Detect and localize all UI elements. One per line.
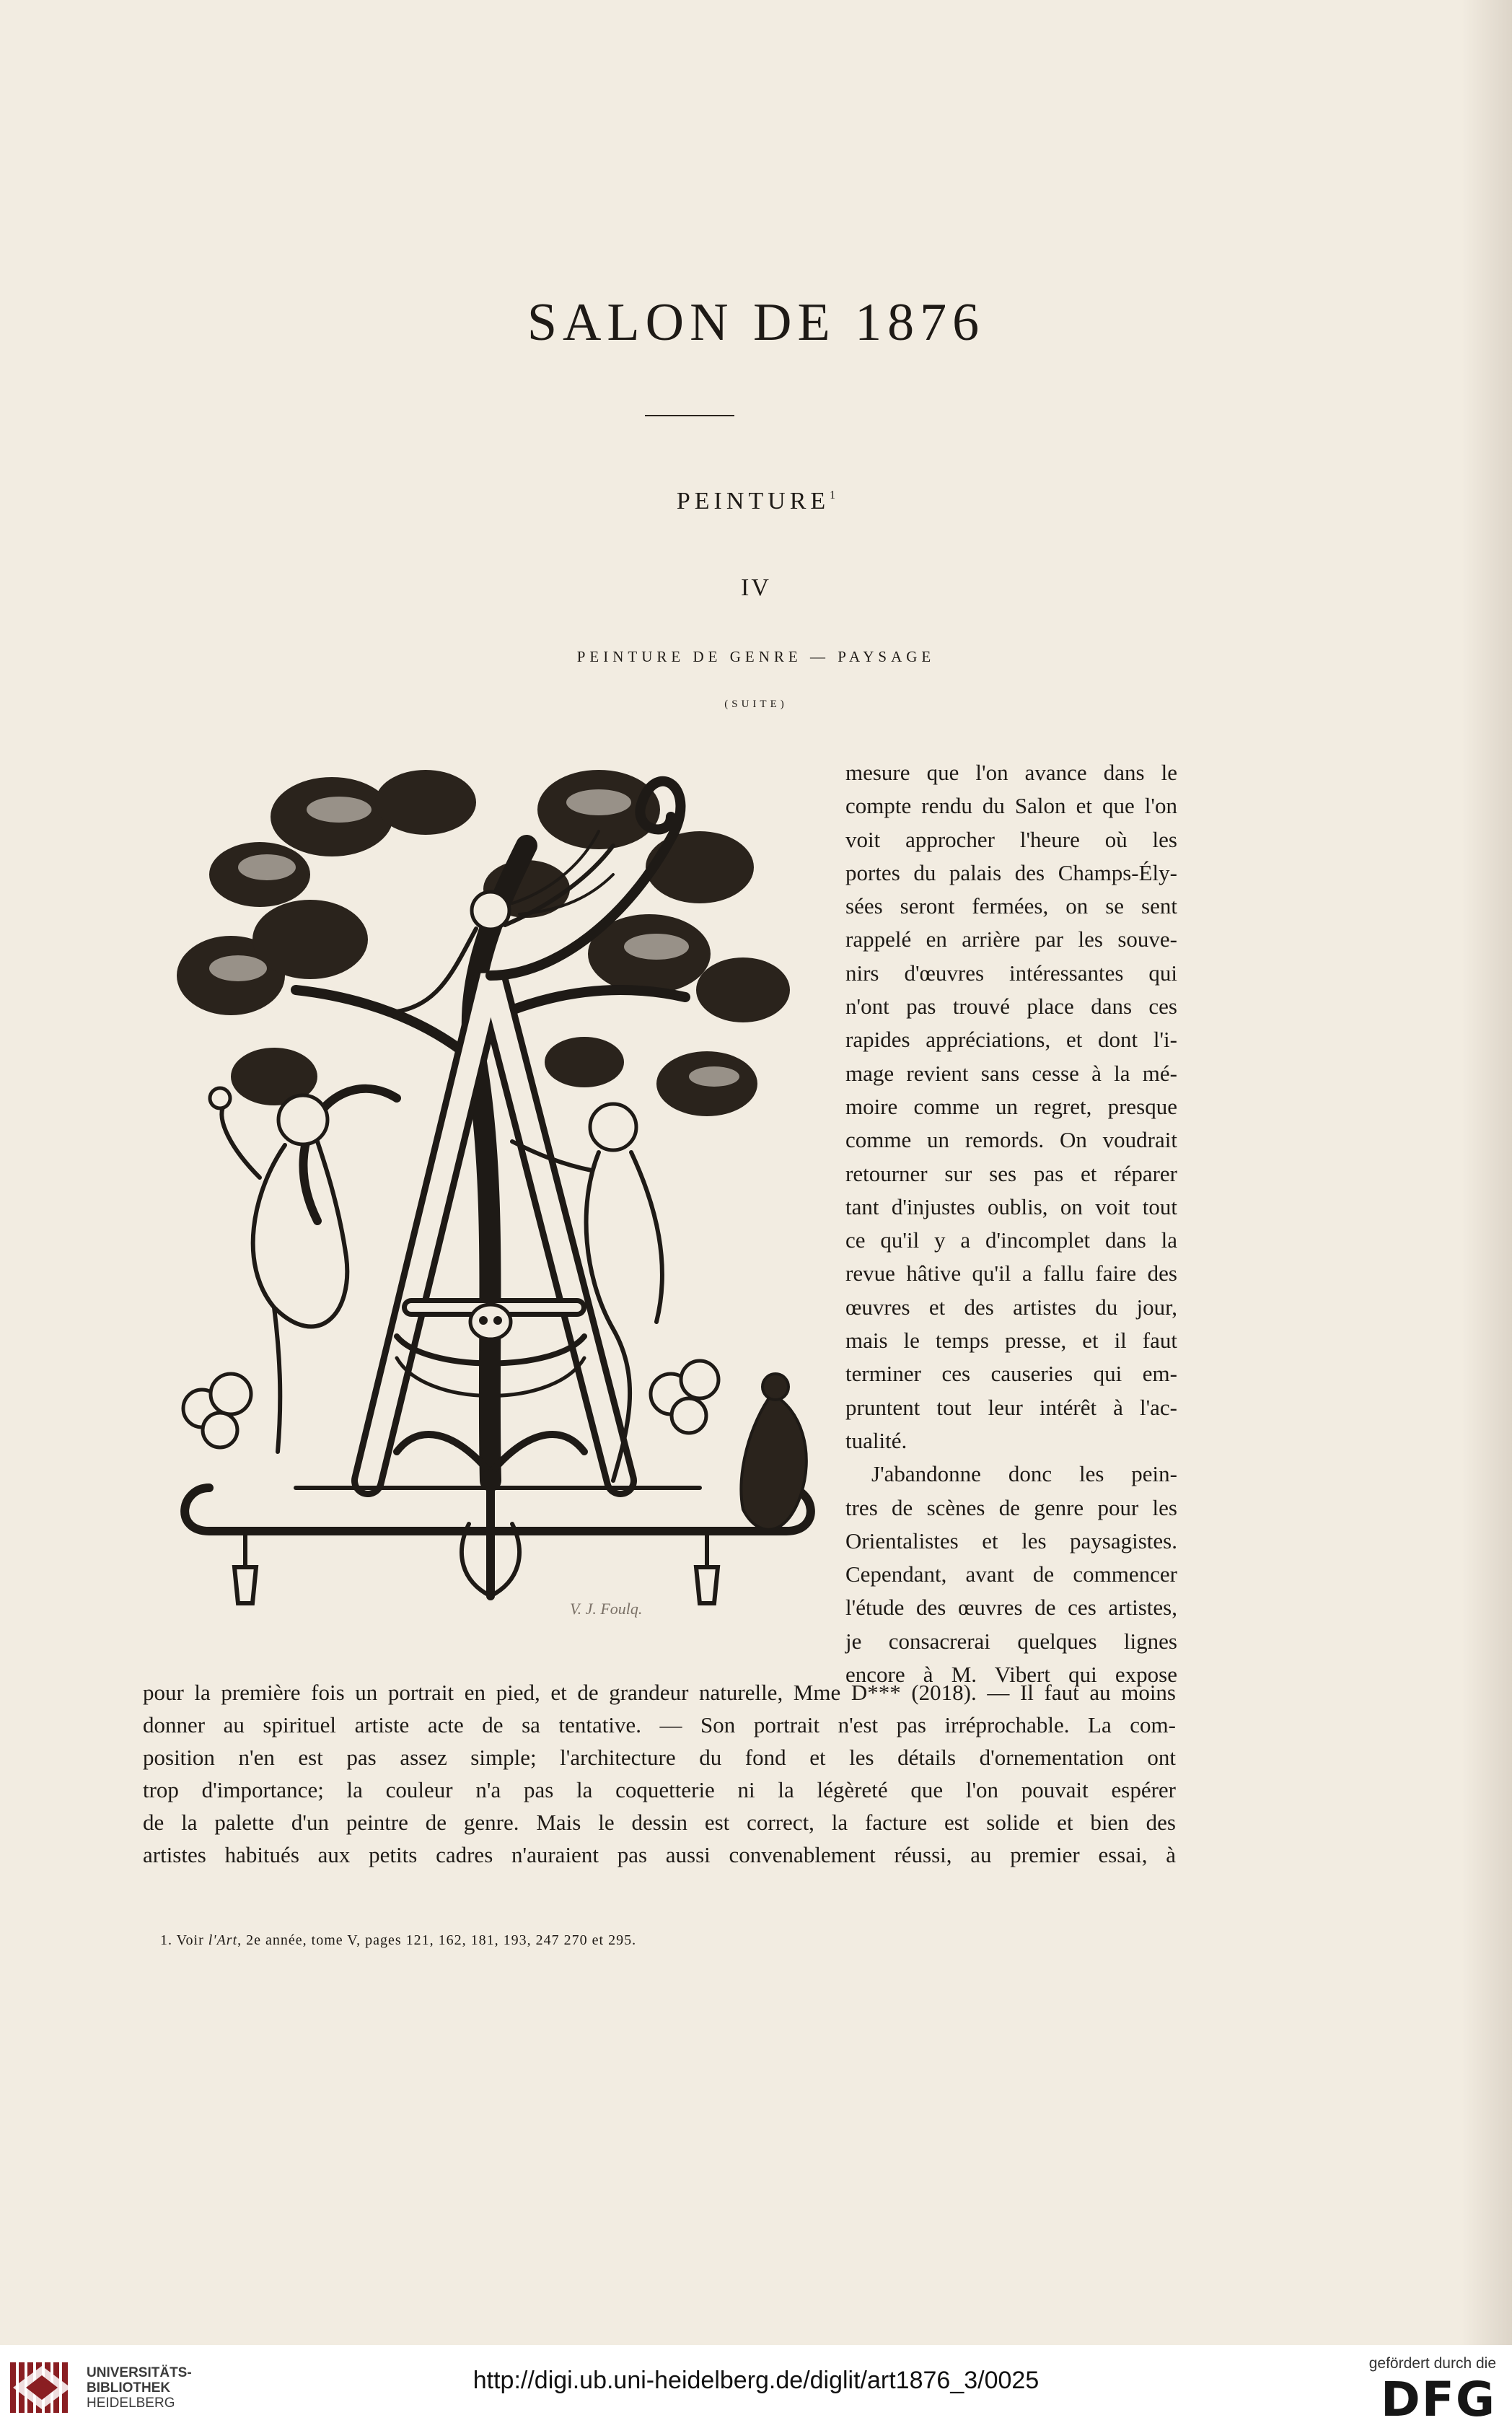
- permalink-url[interactable]: http://digi.ub.uni-heidelberg.de/diglit/art1876_3/0025: [472, 2367, 1040, 2394]
- part-number: IV: [741, 574, 771, 601]
- page-title: SALON DE 1876: [527, 293, 985, 352]
- text-line: Cependant, avant de commencer: [845, 1561, 1177, 1587]
- body-text-full-width: [143, 1676, 1176, 1871]
- text-line: moire comme un regret, presque: [845, 1093, 1177, 1119]
- text-line: pruntent tout leur intérêt à l'ac-: [845, 1394, 1177, 1420]
- text-line: mais le temps presse, et il faut: [845, 1328, 1177, 1354]
- subheading: PEINTURE DE GENRE — PAYSAGE: [576, 648, 936, 665]
- text-line: tualité.: [845, 1427, 907, 1453]
- text-line: de la palette d'un peintre de genre. Mais le dessin est correct, la facture est solide et bien des: [143, 1810, 1176, 1835]
- library-name-line-3: HEIDELBERG: [87, 2396, 175, 2411]
- suite-label: (SUITE): [724, 698, 788, 710]
- text-line: revue hâtive qu'il a fallu faire des: [845, 1261, 1177, 1287]
- text-line: voit approcher l'heure où les: [845, 826, 1177, 852]
- text-line: donner au spirituel artiste acte de sa tentative. — Son portrait n'est pas irréprochable. La com-: [143, 1712, 1176, 1737]
- text-line: œuvres et des artistes du jour,: [845, 1294, 1177, 1320]
- library-name-line-2: BIBLIOTHEK: [87, 2380, 171, 2396]
- ornate-initial-letter-A-icon: [151, 759, 840, 1643]
- footnote-journal: l'Art: [208, 1932, 238, 1948]
- text-line: pour la première fois un portrait en pied, et de grandeur naturelle, Mme D*** (2018). — Il faut au moins: [143, 1680, 1176, 1705]
- text-line: artistes habitués aux petits cadres n'auraient pas aussi convenablement réussi, au premier essai, à: [143, 1842, 1176, 1867]
- text-line: comme un remords. On voudrait: [845, 1127, 1177, 1153]
- footnote-marker[interactable]: 1: [830, 489, 836, 501]
- text-line: mage revient sans cesse à la mé-: [845, 1060, 1177, 1086]
- text-line: je consacrerai quelques lignes: [845, 1628, 1177, 1654]
- text-line: terminer ces causeries qui em-: [845, 1361, 1177, 1387]
- footnote-number: 1.: [160, 1932, 172, 1948]
- text-line: tres de scènes de genre pour les: [845, 1494, 1177, 1520]
- text-line: Orientalistes et les paysagistes.: [845, 1528, 1177, 1553]
- section-heading-text: PEINTURE: [676, 488, 830, 514]
- illustration-signature: V. J. Foulq.: [570, 1600, 643, 1618]
- section-heading: [0, 488, 1512, 515]
- text-line: l'étude des œuvres de ces artistes,: [845, 1595, 1177, 1621]
- text-line: trop d'importance; la couleur n'a pas la coquetterie ni la légèreté que l'on pouvait espérer: [143, 1777, 1176, 1802]
- viewer-footer: [0, 2345, 1512, 2428]
- text-line: J'abandonne donc les pein-: [871, 1461, 1177, 1487]
- text-line: rappelé en arrière par les souve-: [845, 926, 1177, 952]
- text-line: retourner sur ses pas et réparer: [845, 1160, 1177, 1186]
- footnote-prefix: Voir: [176, 1932, 208, 1948]
- text-line: n'ont pas trouvé place dans ces: [845, 994, 1177, 1020]
- text-line: nirs d'œuvres intéressantes qui: [845, 960, 1177, 986]
- library-name-line-1: UNIVERSITÄTS-: [87, 2365, 192, 2380]
- text-line: mesure que l'on avance dans le: [845, 760, 1177, 785]
- footnote: [160, 1932, 1098, 1949]
- text-line: ce qu'il y a d'incomplet dans la: [845, 1227, 1177, 1253]
- body-text-beside-illustration: [845, 756, 1177, 1691]
- dfg-logo-icon[interactable]: DFG: [1380, 2372, 1496, 2427]
- text-line: tant d'injustes oublis, on voit tout: [845, 1193, 1177, 1219]
- text-line: encore à M. Vibert qui expose: [845, 1662, 1177, 1688]
- text-line: position n'en est pas assez simple; l'architecture du fond et les détails d'ornementation ont: [143, 1745, 1176, 1770]
- text-line: sées seront fermées, on se sent: [845, 893, 1177, 919]
- text-line: rapides appréciations, et dont l'i-: [845, 1027, 1177, 1053]
- title-divider: [645, 415, 734, 416]
- footnote-text: , 2e année, tome V, pages 121, 162, 181, 193, 247 270 et 295.: [237, 1932, 637, 1948]
- text-line: compte rendu du Salon et que l'on: [845, 793, 1177, 819]
- text-line: portes du palais des Champs-Ély-: [845, 859, 1177, 885]
- funder-label: gefördert durch die: [1368, 2355, 1496, 2372]
